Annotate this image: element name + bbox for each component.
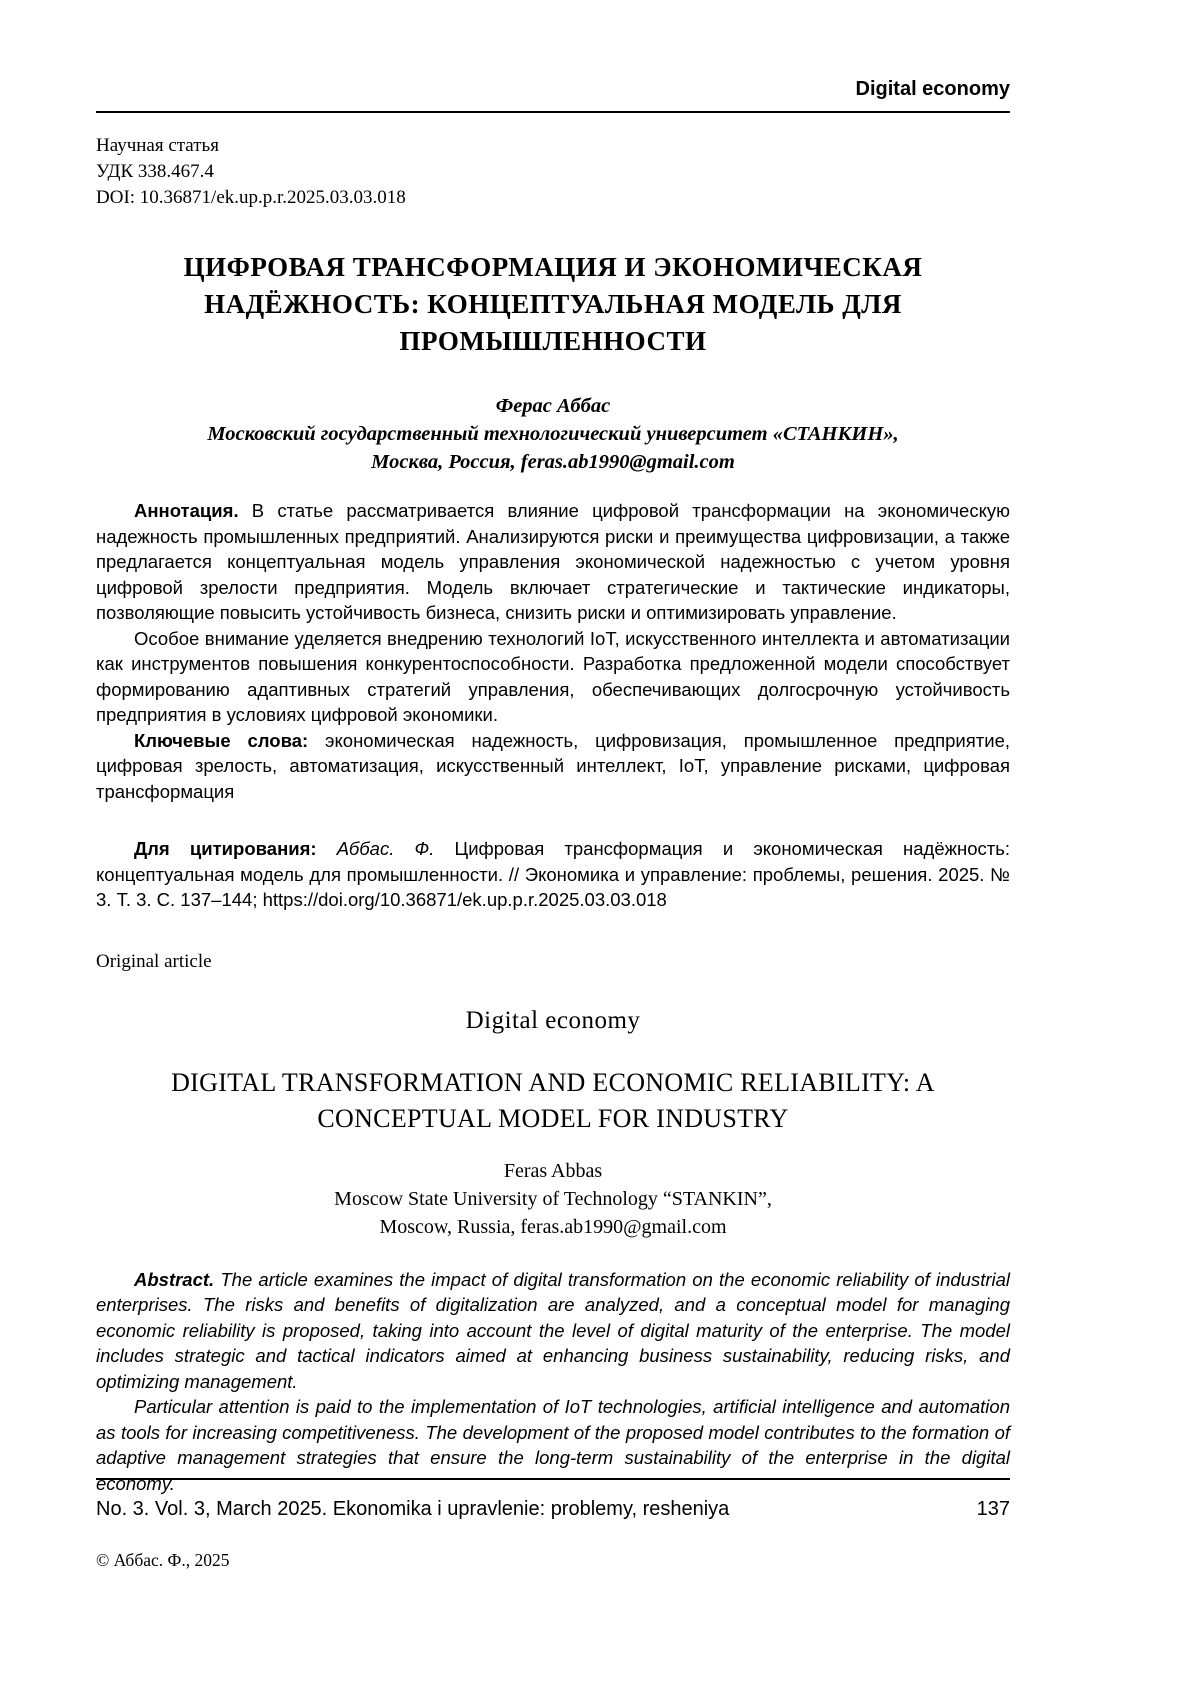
authors-ru — [96, 392, 1010, 476]
abstract-en-paragraph-1 — [96, 1267, 1010, 1395]
keywords-ru-label: Ключевые слова: — [134, 729, 309, 751]
title-ru: ЦИФРОВАЯ ТРАНСФОРМАЦИЯ И ЭКОНОМИЧЕСКАЯ НАДЁЖНОСТЬ: КОНЦЕПТУАЛЬНАЯ МОДЕЛЬ ДЛЯ ПРОМЫШЛЕННОСТИ — [183, 252, 923, 356]
copyright-line: © Аббас. Ф., 2025 — [96, 1550, 230, 1570]
abstract-ru-paragraph-1 — [96, 498, 1010, 626]
page-footer — [96, 1478, 1010, 1521]
running-head-section: Digital economy — [855, 78, 1010, 100]
section-en: Digital economy — [465, 1006, 641, 1034]
abstract-en — [96, 1267, 1010, 1497]
citation-ru-author: Аббас. Ф. — [336, 838, 435, 859]
footer-row — [96, 1480, 1010, 1521]
author-name-en: Feras Abbas — [503, 1159, 603, 1182]
abstract-ru-label: Аннотация. — [134, 500, 239, 521]
article-type-ru: Научная статья — [96, 135, 219, 156]
affiliation-en-line1: Moscow State University of Technology “STANKIN”, — [334, 1187, 772, 1210]
keywords-ru-paragraph — [96, 728, 1010, 805]
footer-journal-info: No. 3. Vol. 3, March 2025. Ekonomika i upravlenie: problemy, resheniya — [96, 1498, 730, 1520]
udk-number: УДК 338.467.4 — [96, 161, 214, 182]
header-rule — [96, 111, 1010, 113]
abstract-en-paragraph-2: Particular attention is paid to the implementation of IoT technologies, artificial intelligence and automation as tools for increasing competitiveness. The development of the proposed model contributes to the formation of adaptive management strategies that ensure the long-term sustainability of the enterprise in the digital economy. — [96, 1396, 1010, 1494]
title-en: DIGITAL TRANSFORMATION AND ECONOMIC RELIABILITY: A CONCEPTUAL MODEL FOR INDUSTRY — [171, 1067, 935, 1133]
abstract-ru — [96, 498, 1010, 804]
citation-ru-text: Цифровая трансформация и экономическая надёжность: концептуальная модель для промышленности. // Экономика и управление: проблемы, решения. 2025. № 3. Т. 3. С. 137–144; https://doi.org/10.36871/ek.up.p.r.2025.03.03.018 — [96, 838, 1011, 910]
abstract-en-label: Abstract. — [134, 1268, 215, 1290]
abstract-ru-paragraph-2: Особое внимание уделяется внедрению технологий IoT, искусственного интеллекта и автоматизации как инструментов повышения конкурентоспособности. Разработка предложенной модели способствует формированию адаптивных стратегий управления, обеспечивающих долгосрочную устойчивость предприятия в условиях цифровой экономики. — [96, 627, 1010, 725]
affiliation-ru-line2: Москва, Россия, feras.ab1990@gmail.com — [371, 451, 735, 473]
keywords-ru-text: экономическая надежность, цифровизация, промышленное предприятие, цифровая зрелость, автоматизация, искусственный интеллект, IoT, управление рисками, цифровая трансформация — [96, 729, 1011, 802]
affiliation-ru-line1: Московский государственный технологический университет «СТАНКИН», — [207, 423, 899, 445]
article-meta — [96, 133, 1010, 211]
citation-ru-label: Для цитирования: — [134, 838, 317, 859]
article-type-en: Original article — [96, 950, 212, 972]
affiliation-en-line2: Moscow, Russia, feras.ab1990@gmail.com — [379, 1215, 727, 1238]
running-head — [96, 78, 1010, 101]
citation-ru-paragraph — [96, 836, 1010, 913]
abstract-en-text-1: The article examines the impact of digital transformation on the economic reliability of industrial enterprises. The risks and benefits of digitalization are analyzed, and a conceptual model for managing economic reliability is proposed, taking into account the level of digital maturity of the enterprise. The model includes strategic and tactical indicators aimed at enhancing business sustainability, reducing risks, and optimizing management. — [96, 1268, 1011, 1392]
doi-number: DOI: 10.36871/ek.up.p.r.2025.03.03.018 — [96, 187, 406, 208]
footer-page-number: 137 — [976, 1498, 1010, 1520]
authors-en — [96, 1157, 1010, 1241]
citation-ru — [96, 836, 1010, 913]
abstract-ru-text-1: В статье рассматривается влияние цифровой трансформации на экономическую надежность промышленных предприятий. Анализируются риски и преимущества цифровизации, а также предлагается концептуальная модель управления экономической надежностью с учетом уровня цифровой зрелости предприятия. Модель включает стратегические и тактические индикаторы, позволяющие повысить устойчивость бизнеса, снизить риски и оптимизировать управление. — [96, 500, 1010, 623]
author-name-ru: Ферас Аббас — [495, 395, 611, 417]
